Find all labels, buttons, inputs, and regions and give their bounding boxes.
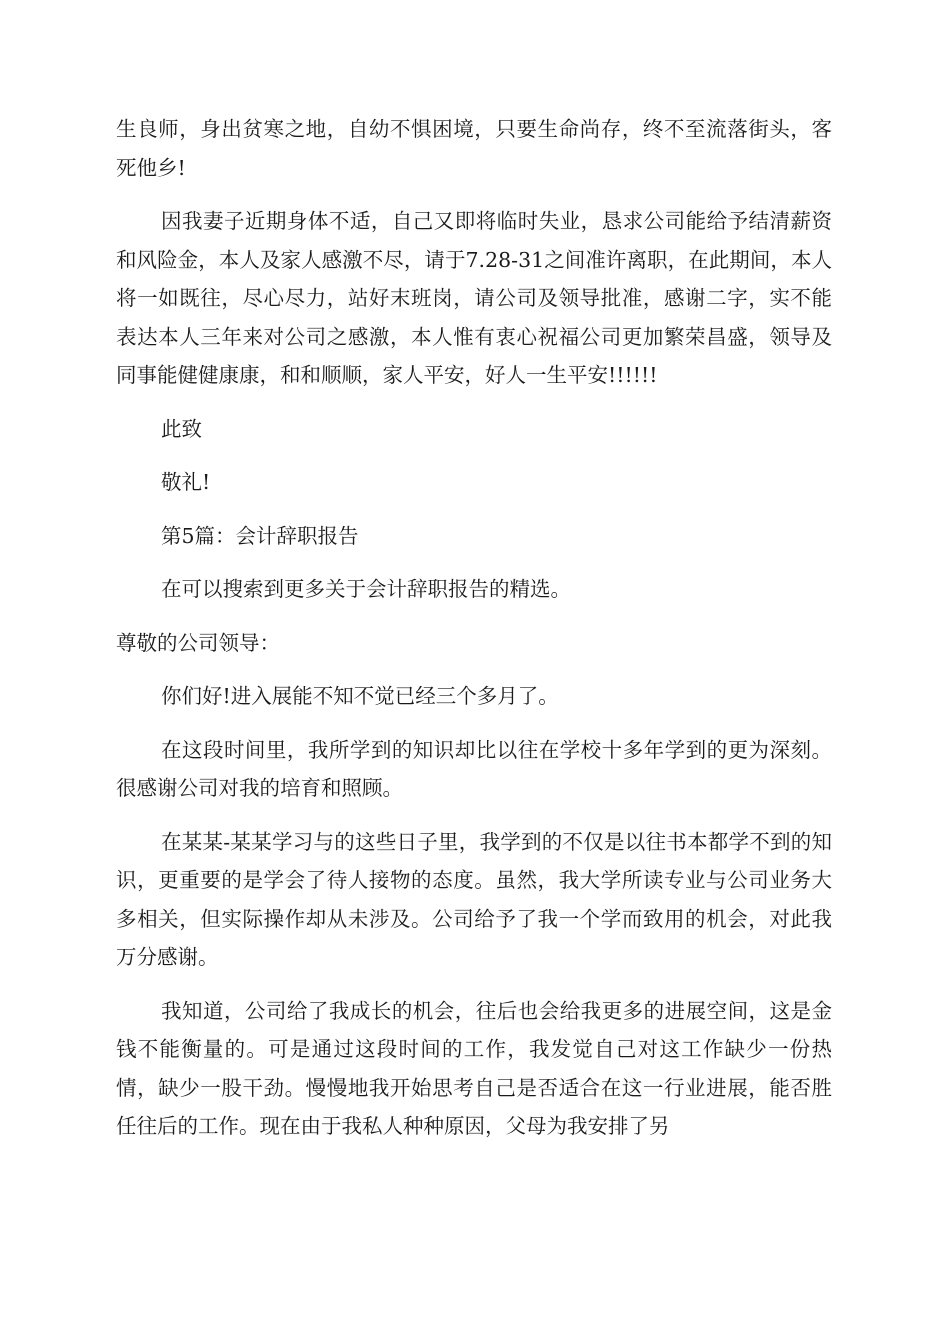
paragraph-hello: 你们好!进入展能不知不觉已经三个多月了。 — [161, 684, 559, 708]
paragraph-continuation: 生良师，身出贫寒之地，自幼不惧困境，只要生命尚存，终不至流落街头，客死他乡! — [116, 117, 832, 180]
document-page — [116, 110, 832, 1161]
letter-greeting: 尊敬的公司领导： — [116, 630, 280, 655]
paragraph-request: 因我妻子近期身体不适，自己又即将临时失业，恳求公司能给予结清薪资和风险金，本人及家人感激不尽，请于7.28-31之间准许离职，在此期间，本人将一如既往，尽心尽力，站好末班岗，请公司及领导批准，感谢二字，实不能表达本人三年来对公司之感激，本人惟有衷心祝福公司更加繁荣昌盛，领导及同事能健健康康，和和顺顺，家人平安，好人一生平安!!!!!! — [116, 209, 832, 387]
paragraph-experience: 在某某-某某学习与的这些日子里，我学到的不仅是以往书本都学不到的知识，更重要的是学会了待人接物的态度。虽然，我大学所读专业与公司业务大多相关，但实际操作却从未涉及。公司给予了我一个学而致用的机会，对此我万分感谢。 — [116, 829, 832, 969]
paragraph-intro: 在可以搜索到更多关于会计辞职报告的精选。 — [161, 577, 571, 601]
paragraph-reason: 我知道，公司给了我成长的机会，往后也会给我更多的进展空间，这是金钱不能衡量的。可是通过这段时间的工作，我发觉自己对这工作缺少一份热情，缺少一股干劲。慢慢地我开始思考自己是否适合在这一行业进展，能否胜任往后的工作。现在由于我私人种种原因，父母为我安排了另 — [116, 998, 832, 1138]
closing-salutation: 此致 — [161, 416, 202, 441]
section-heading: 第5篇：会计辞职报告 — [161, 523, 359, 548]
paragraph-learning: 在这段时间里，我所学到的知识却比以往在学校十多年学到的更为深刻。很感谢公司对我的培育和照顾。 — [116, 737, 832, 800]
closing-regards: 敬礼! — [161, 470, 211, 494]
